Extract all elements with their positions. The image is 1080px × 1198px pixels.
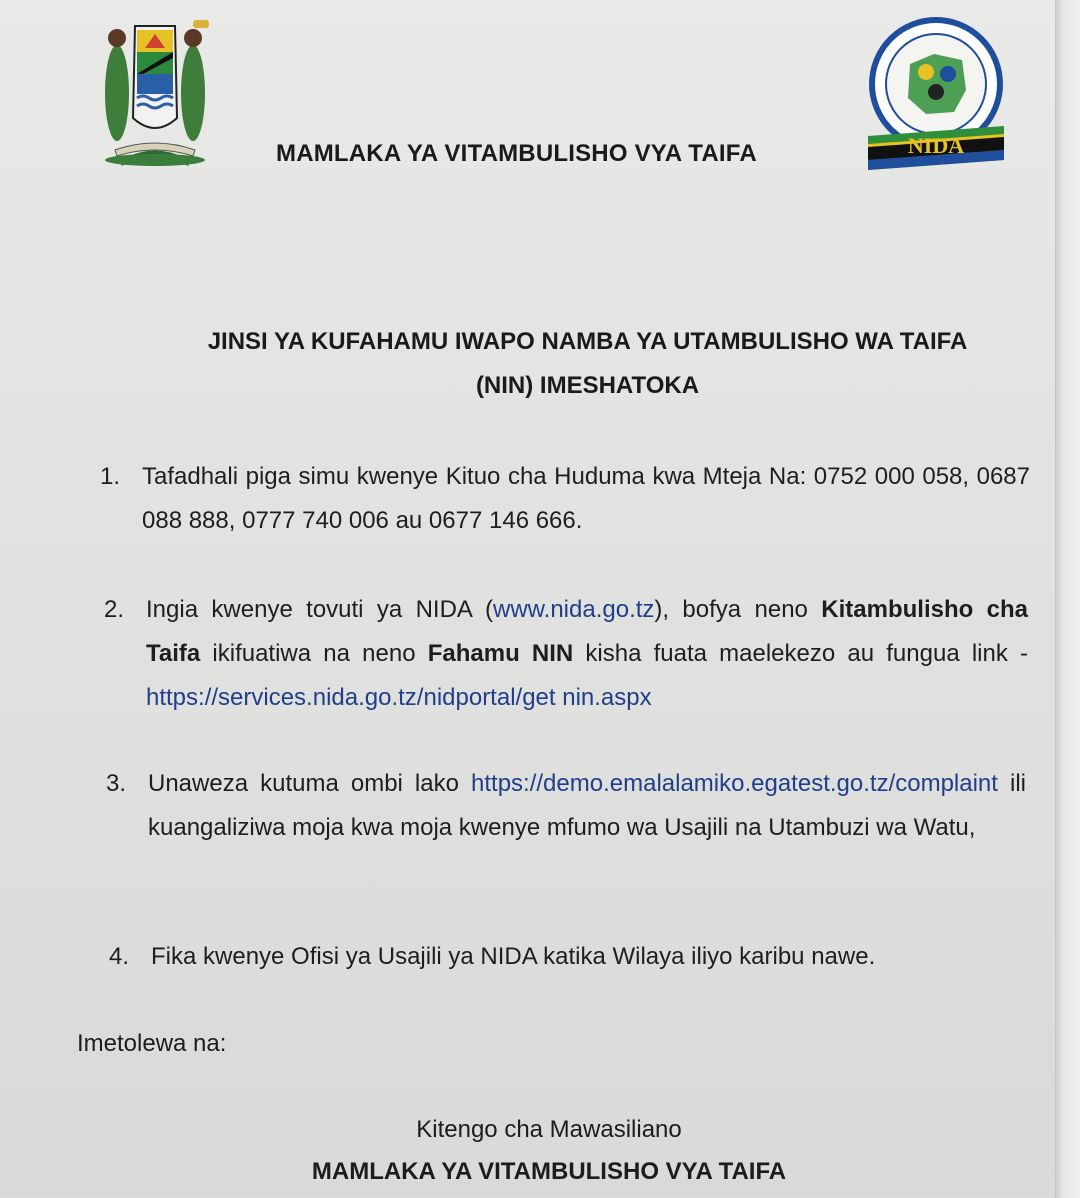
document-title [150, 320, 1025, 408]
page-edge [1055, 0, 1080, 1198]
organization-header: MAMLAKA YA VITAMBULISHO VYA TAIFA [276, 140, 757, 167]
list-item-text: Unaweza kutuma ombi lako https://demo.emalalamiko.egatest.go.tz/complaint ili kuangaliziwa moja kwa moja kwenye mfumo wa Usajili na Utambuzi wa Watu, [148, 770, 1026, 841]
coat-of-arms-emblem [85, 8, 225, 170]
issued-by-label: Imetolewa na: [77, 1030, 227, 1057]
list-item-4 [109, 935, 1026, 979]
nida-logo [862, 14, 1010, 174]
list-item-2 [104, 588, 1029, 720]
list-item-text: Fika kwenye Ofisi ya Usajili ya NIDA katika Wilaya iliyo karibu nawe. [151, 943, 876, 970]
title-line-2: (NIN) IMESHATOKA [475, 372, 700, 399]
department-name: Kitengo cha Mawasiliano [416, 1116, 682, 1143]
bold-term: Fahamu NIN [427, 640, 574, 667]
organization-footer: MAMLAKA YA VITAMBULISHO VYA TAIFA [311, 1158, 787, 1185]
list-number: 2. [104, 596, 125, 623]
list-number: 4. [109, 943, 130, 970]
bold-term: Kitambulisho cha Taifa [146, 596, 1029, 667]
list-item-text: Tafadhali piga simu kwenye Kituo cha Huduma kwa Mteja Na: 0752 000 058, 0687 088 888, 0777 740 006 au 0677 146 666. [142, 463, 1030, 534]
get-nin-link[interactable]: https://services.nida.go.tz/nidportal/get nin.aspx [146, 684, 652, 711]
svg-text:NIDA: NIDA [907, 133, 965, 158]
list-item-3 [106, 762, 1026, 850]
list-item-text: Ingia kwenye tovuti ya NIDA (www.nida.go.tz), bofya neno Kitambulisho cha Taifa ikifuatiwa na neno Fahamu NIN kisha fuata maelekezo au fungua link - https://services.nida.go.tz/nidportal/get nin.aspx [146, 596, 1029, 711]
nida-website-link[interactable]: www.nida.go.tz [492, 596, 655, 623]
list-number: 1. [100, 463, 121, 490]
list-number: 3. [106, 770, 127, 797]
complaint-link[interactable]: https://demo.emalalamiko.egatest.go.tz/complaint [471, 770, 998, 797]
title-line-1: JINSI YA KUFAHAMU IWAPO NAMBA YA UTAMBULISHO WA TAIFA [207, 328, 968, 355]
list-item-1 [100, 455, 1030, 543]
